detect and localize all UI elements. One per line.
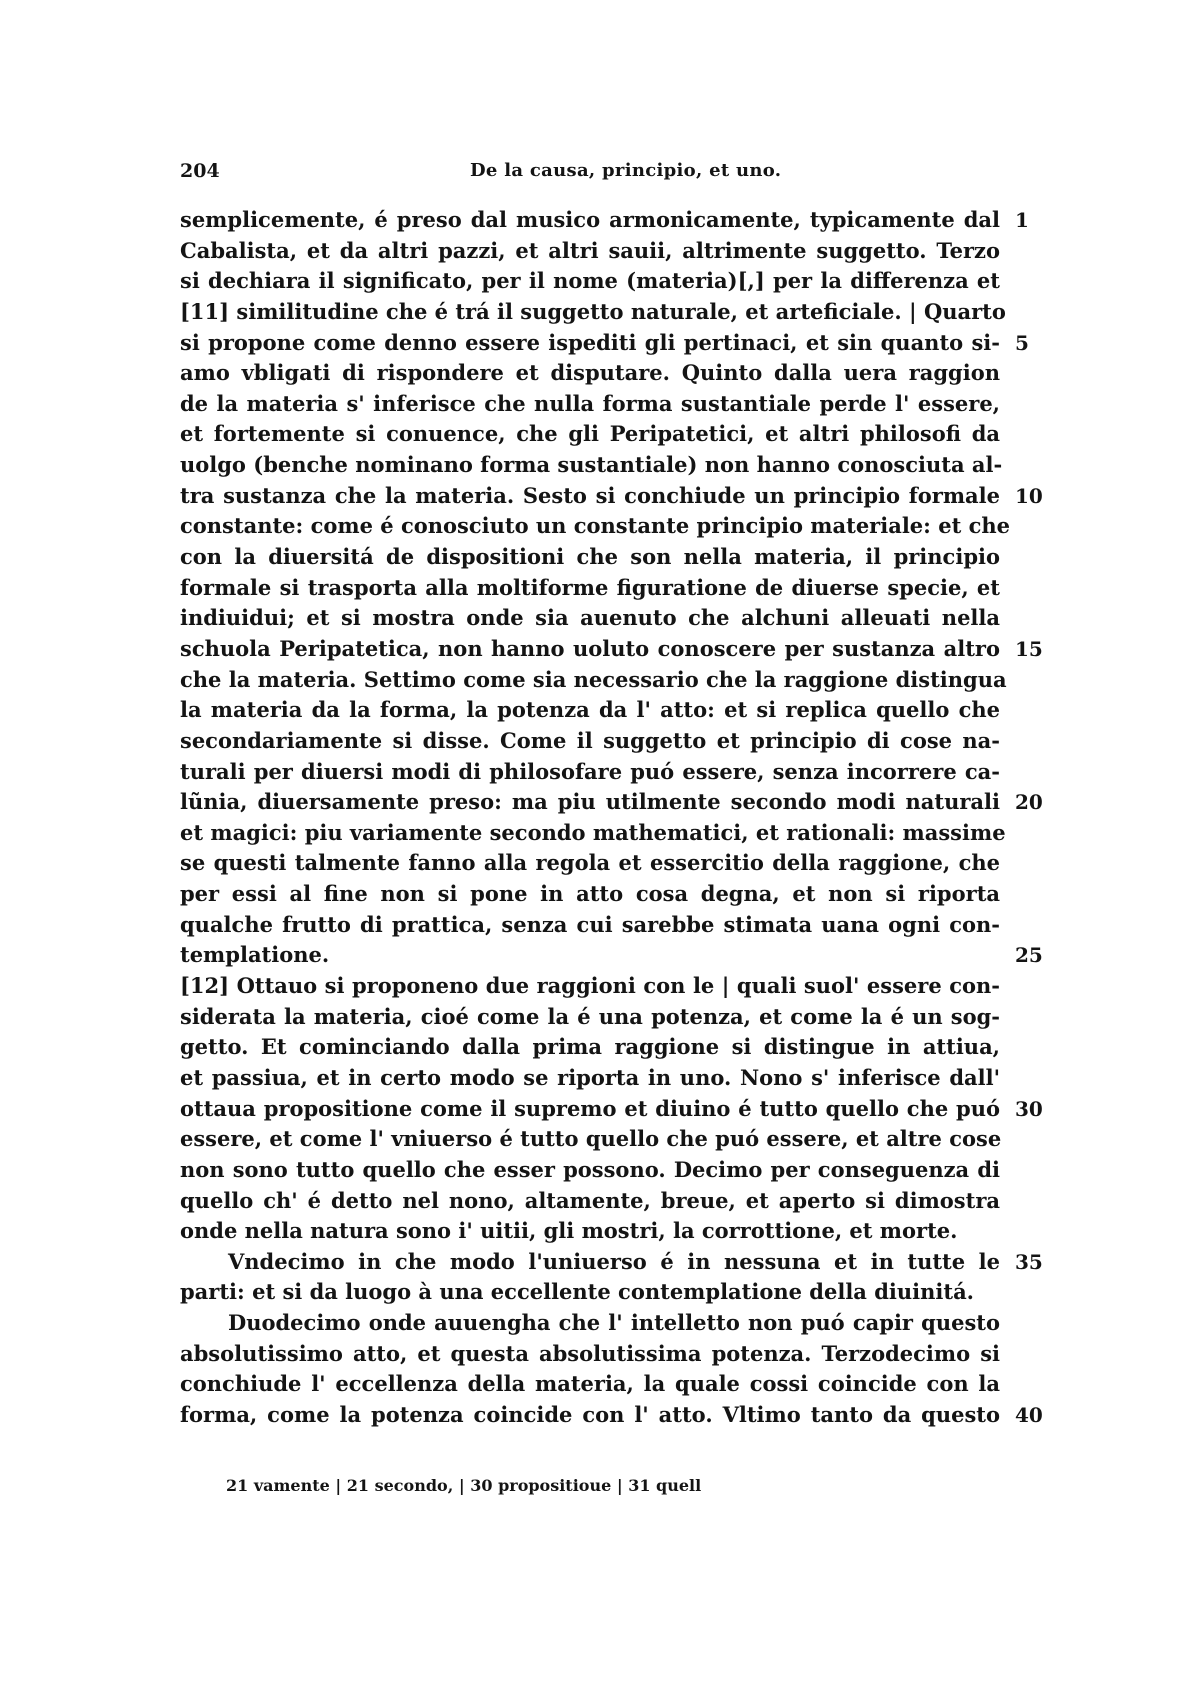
line-text: Vndecimo in che modo l'uniuerso é in nessuna et in tutte le [228, 1248, 1000, 1274]
line-number: 20 [1015, 790, 1043, 815]
text-line [180, 1400, 1043, 1431]
text-line [180, 971, 1000, 1002]
text-line [180, 358, 1000, 389]
text-line [180, 573, 1000, 604]
line-text: [11] similitudine che é trá il suggetto naturale, et arteficiale. | Quarto [180, 298, 1006, 324]
line-text: Cabalista, et da altri pazzi, et altri sauii, altrimente suggetto. Terzo [180, 237, 1000, 263]
text-line [180, 1186, 1000, 1217]
running-title: De la causa, principio, et uno. [470, 160, 782, 181]
text-line [180, 1063, 1000, 1094]
line-text: schuola Peripatetica, non hanno uoluto conoscere per sustanza altro [180, 635, 1000, 661]
line-text: si propone come denno essere ispediti gli pertinaci, et sin quanto si- [180, 329, 1000, 355]
text-line [180, 1002, 1000, 1033]
line-text: forma, come la potenza coincide con l' atto. Vltimo tanto da questo [180, 1401, 1000, 1427]
text-line [180, 1369, 1000, 1400]
line-text: secondariamente si disse. Come il suggetto et principio di cose na- [180, 727, 1000, 753]
line-text: qualche frutto di prattica, senza cui sarebbe stimata uana ogni con- [180, 911, 1000, 937]
line-text: turali per diuersi modi di philosofare puó essere, senza incorrere ca- [180, 758, 1000, 784]
line-number: 40 [1015, 1402, 1043, 1427]
line-text: per essi al fine non si pone in atto cosa degna, et non si riporta [180, 881, 1000, 907]
line-text: onde nella natura sono i' uitii, gli mostri, la corrottione, et morte. [180, 1218, 958, 1244]
text-line [180, 848, 1000, 879]
text-line [180, 665, 1007, 696]
line-text: quello ch' é detto nel nono, altamente, breue, et aperto si dimostra [180, 1187, 1000, 1213]
body-text [180, 205, 1043, 1431]
line-number: 35 [1015, 1249, 1043, 1274]
line-number: 5 [1015, 330, 1029, 355]
line-text: semplicemente, é preso dal musico armonicamente, typicamente dal [180, 207, 1000, 232]
line-text: si dechiara il significato, per il nome (materia)[,] per la differenza et [180, 268, 1000, 294]
line-text: de la materia s' inferisce che nulla forma sustantiale perde l' essere, [180, 390, 1000, 416]
line-text: se questi talmente fanno alla regola et essercitio della raggione, che [180, 850, 1000, 876]
text-line [180, 511, 1011, 542]
line-text: et fortemente si conuence, che gli Peripatetici, et altri philosofi da [180, 421, 1000, 447]
text-line [180, 481, 1043, 512]
text-line [180, 266, 1000, 297]
text-line [180, 940, 1043, 971]
text-line [180, 1247, 1043, 1278]
line-text: indiuidui; et si mostra onde sia auenuto che alchuni alleuati nella [180, 605, 1000, 631]
text-line [180, 1339, 1000, 1370]
line-number: 10 [1015, 483, 1043, 508]
line-text: essere, et come l' vniuerso é tutto quello che puó essere, et altre cose [180, 1126, 1002, 1152]
line-text: templatione. [180, 942, 330, 968]
line-text: et passiua, et in certo modo se riporta in uno. Nono s' inferisce dall' [180, 1064, 1000, 1090]
text-line [180, 450, 1003, 481]
text-line [180, 757, 1000, 788]
page-number: 204 [180, 160, 220, 182]
text-line [180, 726, 1000, 757]
line-text: che la materia. Settimo come sia necessario che la raggione distingua [180, 666, 1007, 692]
text-line [180, 542, 1000, 573]
line-text: uolgo (benche nominano forma sustantiale) non hanno conosciuta al- [180, 452, 1003, 478]
page-header [180, 160, 1010, 186]
text-line [180, 1155, 1000, 1186]
text-line [180, 1032, 1000, 1063]
line-text: ottaua propositione come il supremo et diuino é tutto quello che puó [180, 1095, 1000, 1121]
line-text: non sono tutto quello che esser possono. Decimo per conseguenza di [180, 1156, 1000, 1182]
text-line [180, 634, 1043, 665]
text-line [180, 1277, 1000, 1308]
text-line [180, 787, 1043, 818]
line-text: lũnia, diuersamente preso: ma piu utilmente secondo modi naturali [180, 789, 1000, 815]
text-line [180, 389, 1000, 420]
line-text: la materia da la forma, la potenza da l' atto: et si replica quello che [180, 697, 1000, 723]
line-text: absolutissimo atto, et questa absolutissima potenza. Terzodecimo si [180, 1340, 1000, 1366]
line-text: formale si trasporta alla moltiforme figuratione de diuerse specie, et [180, 574, 1000, 600]
text-line [180, 205, 1029, 236]
line-number: 15 [1015, 636, 1043, 661]
line-number: 25 [1015, 943, 1043, 968]
text-line [180, 328, 1029, 359]
text-line [180, 603, 1000, 634]
line-text: [12] Ottauo si proponeno due raggioni con le | quali suol' essere con- [180, 973, 1000, 999]
line-text: et magici: piu variamente secondo mathematici, et rationali: massime [180, 819, 1006, 845]
line-text: parti: et si da luogo à una eccellente contemplatione della diuinitá. [180, 1279, 974, 1305]
line-text: con la diuersitá de dispositioni che son nella materia, il principio [180, 544, 1000, 570]
text-line [180, 1216, 1000, 1247]
line-text: siderata la materia, cioé come la é una potenza, et come la é un sog- [180, 1003, 1000, 1029]
text-line [180, 818, 1006, 849]
text-line [180, 879, 1000, 910]
line-text: Duodecimo onde auuengha che l' intelletto non puó capir questo [228, 1310, 1000, 1336]
line-text: constante: come é conosciuto un constante principio materiale: et che [180, 513, 1011, 539]
line-text: amo vbligati di rispondere et disputare. Quinto dalla uera raggion [180, 360, 1000, 386]
text-line [180, 1094, 1043, 1125]
line-text: conchiude l' eccellenza della materia, la quale cossi coincide con la [180, 1371, 1000, 1397]
text-line [180, 236, 1000, 267]
text-line [180, 297, 1006, 328]
critical-apparatus: 21 vamente | 21 secondo, | 30 propositioue | 31 quell [226, 1476, 702, 1495]
text-line [180, 1308, 1000, 1339]
line-number: 30 [1015, 1096, 1043, 1121]
text-line [180, 695, 1000, 726]
line-text: getto. Et cominciando dalla prima raggione si distingue in attiua, [180, 1034, 1000, 1060]
line-number: 1 [1015, 208, 1029, 232]
text-line [180, 1124, 1000, 1155]
text-line [180, 419, 1000, 450]
text-line [180, 910, 1000, 941]
line-text: tra sustanza che la materia. Sesto si conchiude un principio formale [180, 482, 1000, 508]
